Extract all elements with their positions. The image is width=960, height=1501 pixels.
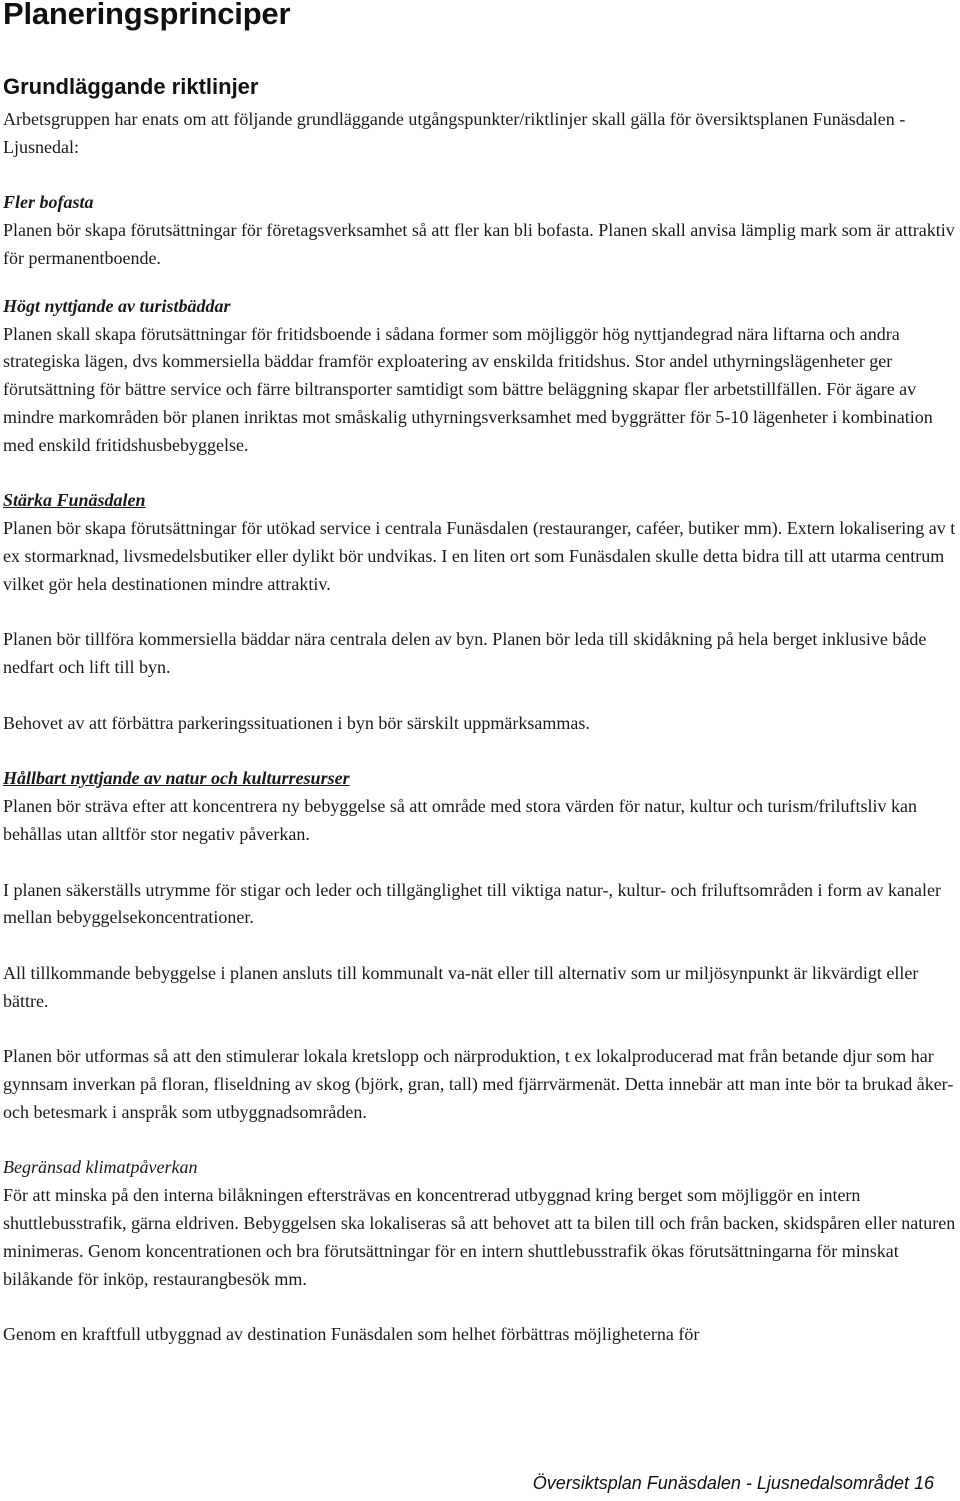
- paragraph-hogt-nyttjande: Planen skall skapa förutsättningar för fritidsboende i sådana former som möjliggör hög nyttjandegrad nära liftarna och andra strategiska lägen, dvs kommersiella bäddar framför exploatering av enskilda fritidshus. Stor andel uthyrningslägenheter ger förutsättning för bättre service och färre biltransporter samtidigt som bättre beläggning skapar fler arbetstillfällen. För ägare av mindre markområden bör planen inriktas mot småskalig uthyrningsverksamhet med byggrätter för 5-10 lägenheter i kombination med enskild fritidshusbebyggelse.: [3, 323, 933, 455]
- document-body: [3, 106, 958, 1349]
- paragraph-starka-2: Planen bör tillföra kommersiella bäddar nära centrala delen av byn. Planen bör leda till skidåkning på hela berget inklusive både nedfart och lift till byn.: [3, 629, 927, 678]
- spacer: [3, 1293, 958, 1321]
- subheading-hogt-nyttjande: Högt nyttjande av turistbäddar: [3, 295, 231, 316]
- page-footer: Översiktsplan Funäsdalen - Ljusnedalsområdet 16: [532, 1473, 934, 1493]
- spacer: [3, 1016, 958, 1044]
- spacer: [3, 599, 958, 627]
- spacer: [3, 1127, 958, 1155]
- paragraph-begransad-2: Genom en kraftfull utbyggnad av destination Funäsdalen som helhet förbättras möjligheterna för: [3, 1324, 700, 1345]
- subheading-begransad-klimatpaverkan: Begränsad klimatpåverkan: [3, 1157, 198, 1178]
- spacer: [3, 460, 958, 488]
- paragraph-hallbart-4: Planen bör utformas så att den stimulerar lokala kretslopp och närproduktion, t ex lokalproducerad mat från betande djur som har gynnsam inverkan på floran, fliseldning av skog (björk, gran, tall) med fjärrvärmenät. Detta innebär att man inte bör ta brukad åker- och betesmark i anspråk som utbyggnadsområden.: [3, 1046, 954, 1122]
- spacer: [3, 738, 958, 766]
- spacer: [3, 849, 958, 877]
- paragraph-begransad-1: För att minska på den interna bilåkningen eftersträvas en koncentrerad utbyggnad kring berget som möjliggör en intern shuttlebusstrafik, gärna eldriven. Bebyggelsen ska lokaliseras så att behovet att ta bilen till och från backen, skidspåren eller naturen minimeras. Genom koncentrationen och bra förutsättningar för en intern shuttlebusstrafik ökas förutsättningarna för minskat bilåkande för inköp, restaurangbesök mm.: [3, 1185, 956, 1289]
- subheading-hallbart: Hållbart nyttjande av natur och kulturresurser: [3, 768, 350, 789]
- spacer: [3, 273, 958, 293]
- spacer: [3, 162, 958, 190]
- spacer: [3, 932, 958, 960]
- spacer: [3, 682, 958, 710]
- paragraph-hallbart-1: Planen bör sträva efter att koncentrera ny bebyggelse så att område med stora värden för natur, kultur och turism/friluftsliv kan behållas utan alltför stor negativ påverkan.: [3, 796, 917, 844]
- paragraph-fler-bofasta: Planen bör skapa förutsättningar för företagsverksamhet så att fler kan bli bofasta. Planen skall anvisa lämplig mark som är attraktiv för permanentboende.: [3, 220, 955, 268]
- intro-paragraph: Arbetsgruppen har enats om att följande grundläggande utgångspunkter/riktlinjer skall gälla för översiktsplanen Funäsdalen - Ljusnedal:: [3, 109, 906, 157]
- paragraph-starka-3: Behovet av att förbättra parkeringssituationen i byn bör särskilt uppmärksammas.: [3, 712, 590, 733]
- page-title: Planeringsprinciper: [3, 0, 291, 31]
- subheading-fler-bofasta: Fler bofasta: [3, 192, 94, 213]
- paragraph-hallbart-2: I planen säkerställs utrymme för stigar och leder och tillgänglighet till viktiga natur-, kultur- och friluftsområden i form av kanaler mellan bebyggelsekoncentrationer.: [3, 879, 941, 928]
- section-heading: Grundläggande riktlinjer: [3, 74, 259, 99]
- paragraph-hallbart-3: All tillkommande bebyggelse i planen ansluts till kommunalt va-nät eller till alternativ som ur miljösynpunkt är likvärdigt eller bättre.: [3, 962, 919, 1011]
- subheading-starka-funasdalen: Stärka Funäsdalen: [3, 490, 146, 511]
- paragraph-starka-1: Planen bör skapa förutsättningar för utökad service i centrala Funäsdalen (restauranger, caféer, butiker mm). Extern lokalisering av t ex stormarknad, livsmedelsbutiker eller dylikt bör undvikas. I en liten ort som Funäsdalen skulle detta bidra till att utarma centrum vilket gör hela destinationen mindre attraktiv.: [3, 518, 956, 594]
